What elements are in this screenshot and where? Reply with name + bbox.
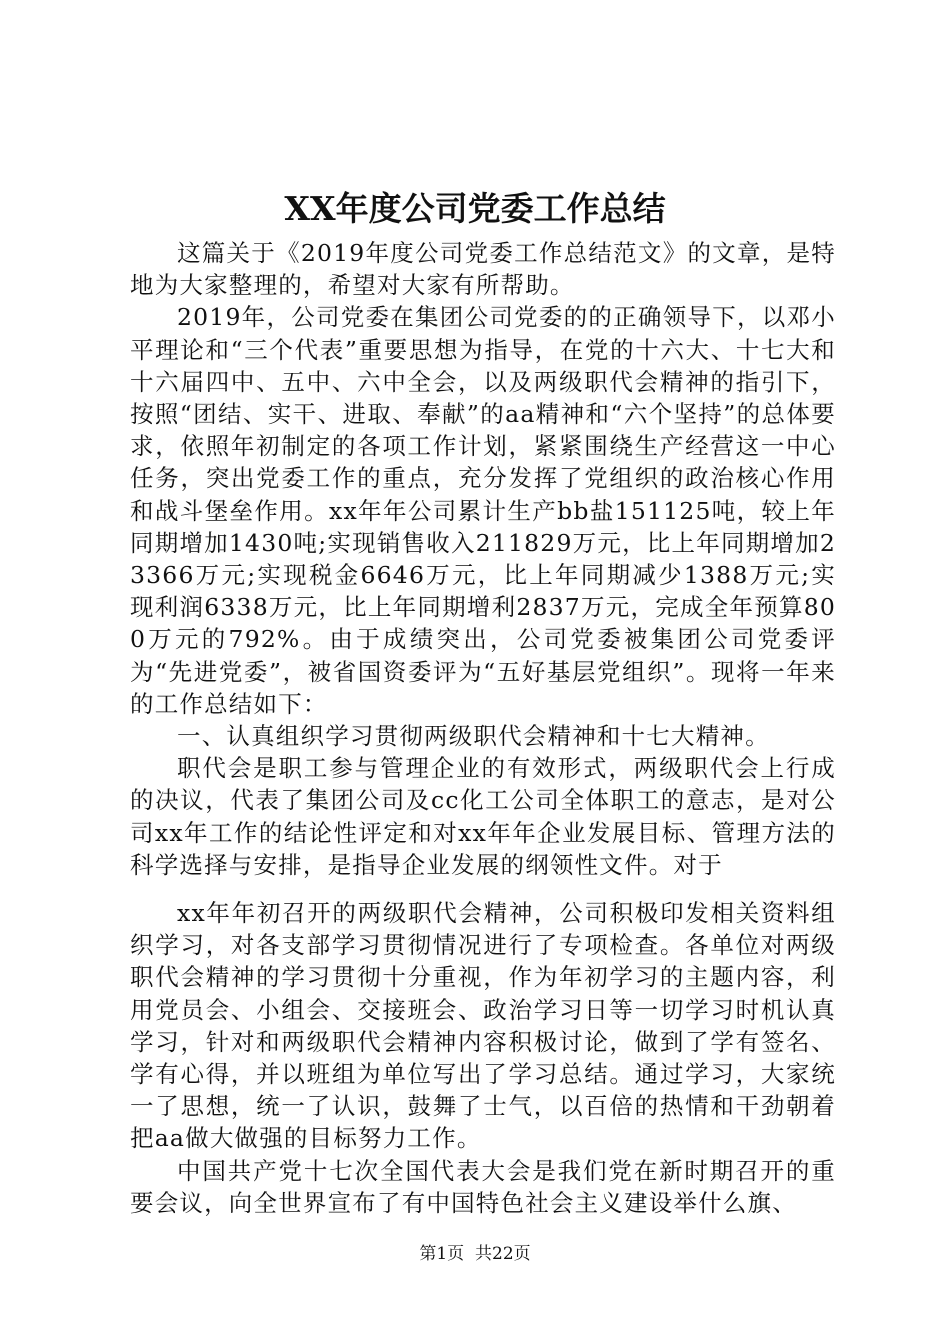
paragraph-summary: 2019年，公司党委在集团公司党委的的正确领导下，以邓小平理论和“三个代表”重要思想为指导，在党的十六大、十七大和十六届四中、五中、六中全会，以及两级职代会精神的指引下，按照“团结、实干、进取、奉献”的aa精神和“六个坚持”的总体要求，依照年初制定的各项工作计划，紧紧围绕生产经营这一中心任务，突出党委工作的重点，充分发挥了党组织的政治核心作用和战斗堡垒作用。xx年年公司累计生产bb盐151125吨，较上年同期增加1430吨;实现销售收入211829万元，比上年同期增加23366万元;实现税金6646万元，比上年同期减少1388万元;实现利润6338万元，比上年同期增利2837万元，完成全年预算800万元的792%。由于成绩突出，公司党委被集团公司党委评为“先进党委”，被省国资委评为“五好基层党组织”。现将一年来的工作总结如下： (130, 303, 836, 718)
page-footer (0, 1242, 950, 1266)
page-number: 第1页 (419, 1244, 465, 1264)
document-title: XX年度公司党委工作总结 (284, 189, 666, 228)
paragraph-intro: 这篇关于《2019年度公司党委工作总结范文》的文章，是特地为大家整理的，希望对大家有所帮助。 (130, 239, 836, 300)
document-body (130, 237, 836, 1219)
paragraph-congress-study: xx年年初召开的两级职代会精神，公司积极印发相关资料组织学习，对各支部学习贯彻情况进行了专项检查。各单位对两级职代会精神的学习贯彻十分重视，作为年初学习的主题内容，利用党员会、小组会、交接班会、政治学习日等一切学习时机认真学习，针对和两级职代会精神内容积极讨论，做到了学有签名、学有心得，并以班组为单位写出了学习总结。通过学习，大家统一了思想，统一了认识，鼓舞了士气，以百倍的热情和干劲朝着把aa做大做强的目标努力工作。 (130, 899, 836, 1153)
paragraph-seventeenth-congress: 中国共产党十七次全国代表大会是我们党在新时期召开的重要会议，向全世界宣布了有中国特色社会主义建设举什么旗、 (130, 1156, 836, 1217)
paragraph-congress-intro: 职代会是职工参与管理企业的有效形式，两级职代会上行成的决议，代表了集团公司及cc化工公司全体职工的意志，是对公司xx年工作的结论性评定和对xx年年企业发展目标、管理方法的科学选择与安排，是指导企业发展的纲领性文件。对于 (130, 754, 836, 879)
page-total: 共22页 (475, 1244, 531, 1264)
section-heading-1: 一、认真组织学习贯彻两级职代会精神和十七大精神。 (177, 722, 770, 751)
